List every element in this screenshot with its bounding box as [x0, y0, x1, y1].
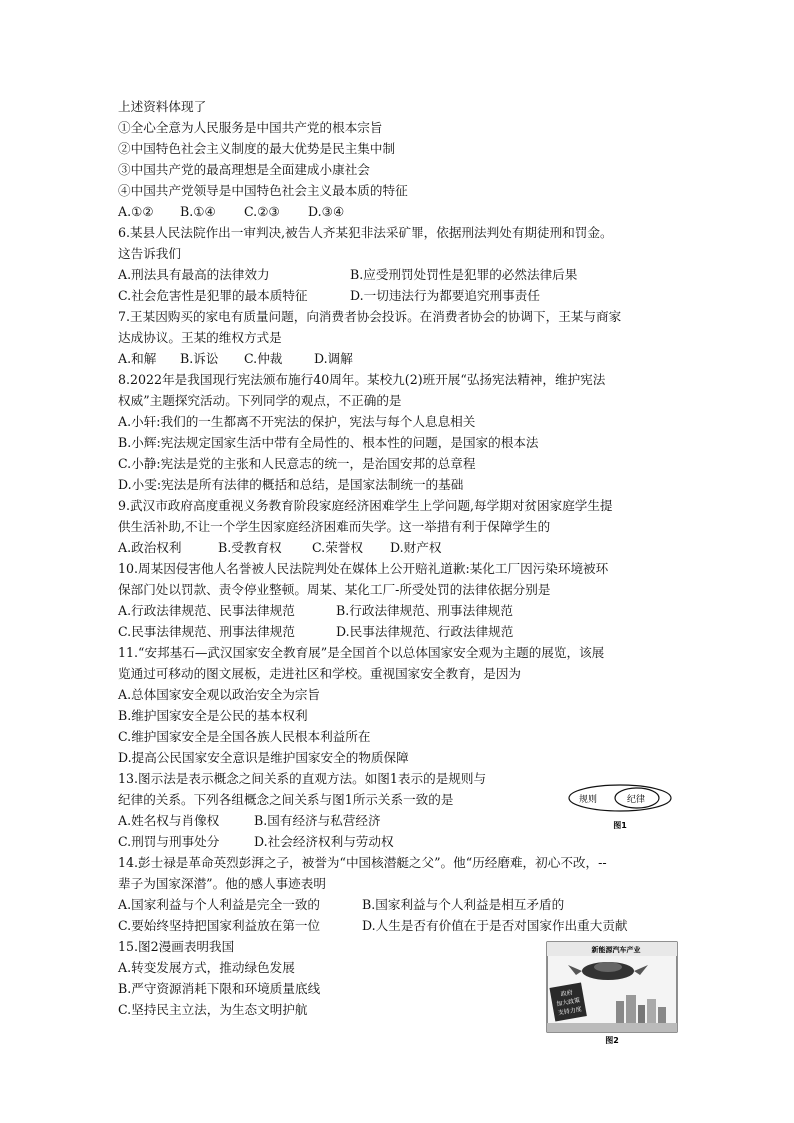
intro-option-d: D.③④ — [308, 204, 345, 219]
q6-option-c: C.社会危害性是犯罪的最本质特征 — [118, 288, 308, 303]
statement-2: ②中国特色社会主义制度的最大优势是民主集中制 — [118, 141, 396, 156]
building-icon — [658, 1007, 666, 1023]
figure-1-diagram — [564, 784, 686, 844]
q15-stem: 15.图2漫画表明我国 — [118, 939, 235, 954]
q13-stem-line1: 13.图示法是表示概念之间关系的直观方法。如图1表示的是规则与 — [118, 771, 487, 786]
q6-option-b: B.应受刑罚处罚性是犯罪的必然法律后果 — [350, 267, 578, 282]
q7-option-c: C.仲裁 — [244, 351, 283, 366]
q13-option-a: A.姓名权与肖像权 — [118, 813, 220, 828]
q10-stem-line1: 10.周某因侵害他人名誉被人民法院判处在媒体上公开赔礼道歉:某化工厂因污染环境被环 — [118, 561, 609, 576]
q7-option-a: A.和解 — [118, 351, 157, 366]
intro-lead: 上述资料体现了 — [118, 99, 207, 114]
fig1-caption: 图1 — [613, 821, 627, 830]
q11-option-a: A.总体国家安全观以政治安全为宗旨 — [118, 687, 321, 702]
q14-option-c: C.要始终坚持把国家利益放在第一位 — [118, 918, 321, 933]
sign-line-1: 政府 — [560, 989, 574, 999]
q15-option-c: C.坚持民主立法，为生态文明护航 — [118, 1002, 308, 1017]
q8-stem-line1: 8.2022年是我国现行宪法颁布施行40周年。某校九(2)班开展“弘扬宪法精神，维护宪法 — [118, 372, 606, 387]
q10-option-b: B.行政法律规范、刑事法律规范 — [336, 603, 513, 618]
statement-1: ①全心全意为人民服务是中国共产党的根本宗旨 — [118, 120, 383, 135]
q14-option-a: A.国家利益与个人利益是完全一致的 — [118, 897, 321, 912]
q9-option-a: A.政治权利 — [118, 540, 182, 555]
q8-stem-line2: 权威”主题探究活动。下列同学的观点，不正确的是 — [118, 393, 402, 408]
building-icon — [638, 1005, 645, 1023]
q9-option-d: D.财产权 — [390, 540, 442, 555]
intro-option-b: B.①④ — [180, 204, 216, 219]
q11-option-b: B.维护国家安全是公民的基本权利 — [118, 708, 308, 723]
q13-stem-line2: 纪律的关系。下列各组概念之间关系与图1所示关系一致的是 — [118, 792, 454, 807]
car-roof — [594, 962, 622, 972]
q10-stem-line2: 保部门处以罚款、责令停业整顿。周某、某化工厂-所受处罚的法律依据分别是 — [118, 582, 551, 597]
figure-2-cartoon — [546, 941, 678, 1047]
building-icon — [626, 995, 636, 1023]
q14-stem-line2: 辈子为国家深潜”。他的感人事迹表明 — [118, 876, 326, 891]
fig2-caption: 图2 — [605, 1036, 619, 1045]
q8-option-d: D.小雯:宪法是所有法律的概括和总结，是国家法制统一的基础 — [118, 477, 464, 492]
q11-stem-line2: 览通过可移动的图文展板，走进社区和学校。重视国家安全教育，是因为 — [118, 666, 521, 681]
q7-option-d: D.调解 — [314, 351, 353, 366]
q13-option-c: C.刑罚与刑事处分 — [118, 834, 220, 849]
sign-line-2: 加大政策 — [555, 996, 581, 1009]
sign-line-3: 支持力度 — [557, 1005, 583, 1017]
q8-option-b: B.小辉:宪法规定国家生活中带有全局性的、根本性的问题，是国家的根本法 — [118, 435, 539, 450]
q13-option-b: B.国有经济与私营经济 — [254, 813, 381, 828]
q6-option-d: D.一切违法行为都要追究刑事责任 — [350, 288, 540, 303]
fig1-inner-label: 纪律 — [627, 795, 646, 805]
q6-stem-line1: 6.某县人民法院作出一审判决,被告人齐某犯非法采矿罪，依据刑法判处有期徒刑和罚金。 — [118, 225, 613, 240]
q6-stem-line2: 这告诉我们 — [118, 246, 181, 261]
q15-option-a: A.转变发展方式，推动绿色发展 — [118, 960, 295, 975]
q8-option-a: A.小轩:我们的一生都离不开宪法的保护，宪法与每个人息息相关 — [118, 414, 476, 429]
q7-option-b: B.诉讼 — [180, 351, 219, 366]
q14-option-d: D.人生是否有价值在于是否对国家作出重大贡献 — [362, 918, 628, 933]
q11-option-c: C.维护国家安全是全国各族人民根本利益所在 — [118, 729, 371, 744]
building-icon — [647, 999, 656, 1023]
q10-option-d: D.民事法律规范、行政法律规范 — [336, 624, 514, 639]
q14-option-b: B.国家利益与个人利益是相互矛盾的 — [362, 897, 565, 912]
q9-stem-line2: 供生活补助,不让一个学生因家庭经济困难而失学。这一举措有利于保障学生的 — [118, 519, 551, 534]
ground — [547, 1023, 677, 1032]
q7-stem-line2: 达成协议。王某的维权方式是 — [118, 330, 282, 345]
q9-stem-line1: 9.武汉市政府高度重视义务教育阶段家庭经济困难学生上学问题,每学期对贫困家庭学生提 — [118, 498, 613, 513]
fig1-outer-label: 规则 — [579, 795, 598, 805]
q14-stem-line1: 14.彭士禄是革命英烈彭湃之子，被誉为“中国核潜艇之父”。他“历经磨难，初心不改，-- — [118, 855, 607, 870]
q10-option-a: A.行政法律规范、民事法律规范 — [118, 603, 295, 618]
intro-option-a: A.①② — [118, 204, 154, 219]
q7-stem-line1: 7.王某因购买的家电有质量问题，向消费者协会投诉。在消费者协会的协调下，王某与商家 — [118, 309, 622, 324]
q13-option-d: D.社会经济权利与劳动权 — [254, 834, 394, 849]
statement-4: ④中国共产党领导是中国特色社会主义最本质的特征 — [118, 183, 408, 198]
building-icon — [616, 1001, 624, 1023]
cartoon-banner: 新能源汽车产业 — [591, 946, 641, 954]
q11-option-d: D.提高公民国家安全意识是维护国家安全的物质保障 — [118, 750, 409, 765]
statement-3: ③中国共产党的最高理想是全面建成小康社会 — [118, 162, 370, 177]
q9-option-c: C.荣誉权 — [312, 540, 363, 555]
government-sign — [549, 982, 586, 1021]
q15-option-b: B.严守资源消耗下限和环境质量底线 — [118, 981, 321, 996]
q10-option-c: C.民事法律规范、刑事法律规范 — [118, 624, 295, 639]
intro-option-c: C.②③ — [244, 204, 280, 219]
q8-option-c: C.小静:宪法是党的主张和人民意志的统一，是治国安邦的总章程 — [118, 456, 476, 471]
q9-option-b: B.受教育权 — [218, 540, 282, 555]
q6-option-a: A.刑法具有最高的法律效力 — [118, 267, 270, 282]
q11-stem-line1: 11.“安邦基石—武汉国家安全教育展”是全国首个以总体国家安全观为主题的展览，该展 — [118, 645, 605, 660]
